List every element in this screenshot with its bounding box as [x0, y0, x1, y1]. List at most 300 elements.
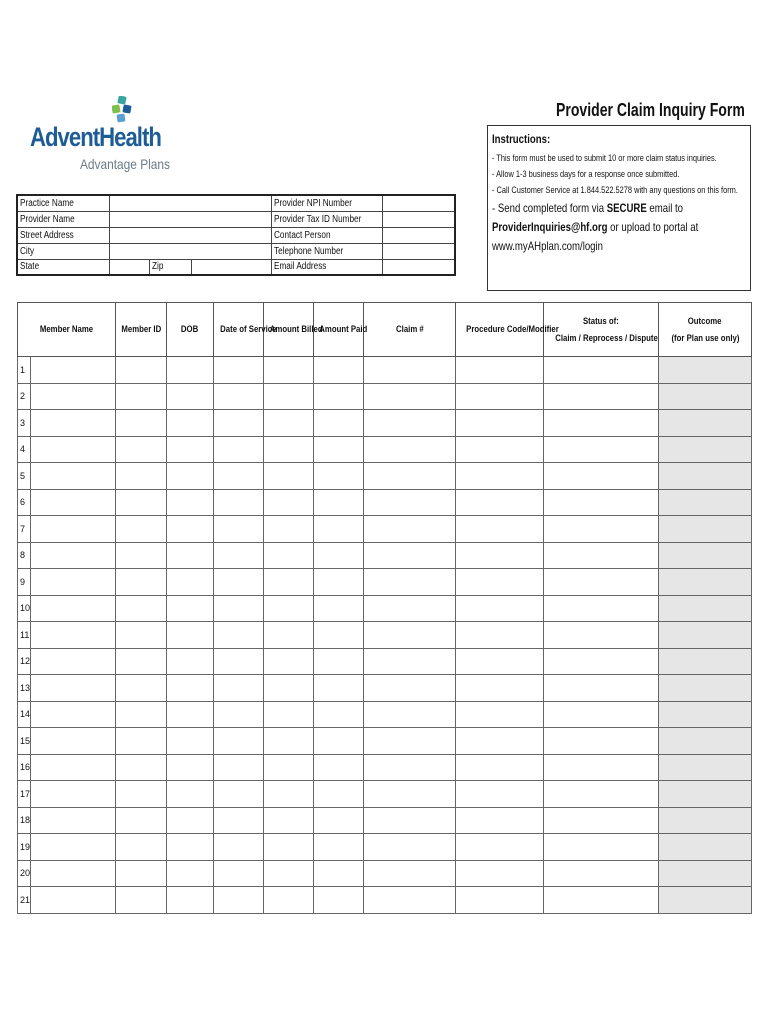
member-name-cell[interactable]	[31, 595, 116, 622]
advent-health-logo	[30, 96, 180, 176]
row-number: 11	[18, 622, 31, 649]
member-name-cell[interactable]	[31, 807, 116, 834]
table-row	[18, 516, 752, 543]
amount-billed-cell[interactable]	[264, 436, 314, 463]
member-name-cell[interactable]	[31, 860, 116, 887]
procedure-code-cell[interactable]	[456, 754, 544, 781]
member-id-cell[interactable]	[116, 622, 167, 649]
member-id-cell[interactable]	[116, 675, 167, 702]
instruction-emphasis: SECURE	[606, 201, 647, 215]
procedure-code-cell[interactable]	[456, 463, 544, 490]
procedure-code-cell[interactable]	[456, 807, 544, 834]
claims-header-row	[18, 303, 752, 357]
dob-cell[interactable]	[167, 569, 214, 596]
provider-info-row	[17, 259, 455, 275]
dob-cell[interactable]	[167, 595, 214, 622]
street-address-label: Street Address	[17, 227, 109, 243]
provider-npi-field[interactable]	[383, 195, 455, 211]
date-of-service-cell[interactable]	[214, 436, 264, 463]
date-of-service-cell[interactable]	[214, 622, 264, 649]
row-number: 18	[18, 807, 31, 834]
member-name-cell[interactable]	[31, 463, 116, 490]
table-row	[18, 489, 752, 516]
amount-billed-cell[interactable]	[264, 860, 314, 887]
outcome-cell	[659, 542, 752, 569]
amount-billed-cell[interactable]	[264, 410, 314, 437]
member-name-cell[interactable]	[31, 357, 116, 384]
date-of-service-header: Date of Service	[214, 303, 264, 357]
member-name-cell[interactable]	[31, 436, 116, 463]
outcome-header	[659, 303, 752, 357]
procedure-code-cell[interactable]	[456, 728, 544, 755]
city-label: City	[17, 243, 109, 259]
member-id-cell[interactable]	[116, 701, 167, 728]
dob-cell[interactable]	[167, 754, 214, 781]
date-of-service-cell[interactable]	[214, 701, 264, 728]
instruction-text: email to	[646, 201, 684, 215]
amount-billed-cell[interactable]	[264, 834, 314, 861]
row-number: 19	[18, 834, 31, 861]
status-cell[interactable]	[544, 622, 659, 649]
outcome-cell	[659, 516, 752, 543]
date-of-service-cell[interactable]	[214, 754, 264, 781]
amount-billed-cell[interactable]	[264, 383, 314, 410]
status-cell[interactable]	[544, 754, 659, 781]
zip-field[interactable]	[191, 259, 271, 275]
member-id-cell[interactable]	[116, 410, 167, 437]
dob-cell[interactable]	[167, 860, 214, 887]
outcome-cell	[659, 436, 752, 463]
amount-billed-cell[interactable]	[264, 781, 314, 808]
claim-number-cell[interactable]	[364, 887, 456, 914]
provider-name-field[interactable]	[109, 211, 271, 227]
member-id-cell[interactable]	[116, 595, 167, 622]
claim-number-cell[interactable]	[364, 569, 456, 596]
dob-cell[interactable]	[167, 357, 214, 384]
claim-number-cell[interactable]	[364, 860, 456, 887]
status-cell[interactable]	[544, 728, 659, 755]
outcome-cell	[659, 489, 752, 516]
member-id-cell[interactable]	[116, 489, 167, 516]
status-cell[interactable]	[544, 569, 659, 596]
status-cell[interactable]	[544, 410, 659, 437]
row-number: 20	[18, 860, 31, 887]
procedure-code-cell[interactable]	[456, 410, 544, 437]
amount-paid-cell[interactable]	[314, 383, 364, 410]
status-cell[interactable]	[544, 781, 659, 808]
amount-paid-header: Amount Paid	[314, 303, 364, 357]
row-number: 8	[18, 542, 31, 569]
amount-billed-cell[interactable]	[264, 622, 314, 649]
date-of-service-cell[interactable]	[214, 834, 264, 861]
instruction-line	[492, 220, 698, 234]
table-row	[18, 463, 752, 490]
table-row	[18, 410, 752, 437]
status-cell[interactable]	[544, 489, 659, 516]
status-cell[interactable]	[544, 807, 659, 834]
table-row	[18, 622, 752, 649]
row-number: 9	[18, 569, 31, 596]
procedure-code-cell[interactable]	[456, 834, 544, 861]
date-of-service-cell[interactable]	[214, 648, 264, 675]
amount-paid-cell[interactable]	[314, 887, 364, 914]
amount-paid-cell[interactable]	[314, 357, 364, 384]
dob-cell[interactable]	[167, 807, 214, 834]
instruction-text: - Send completed form via	[492, 201, 607, 215]
status-cell[interactable]	[544, 595, 659, 622]
table-row	[18, 436, 752, 463]
claim-number-cell[interactable]	[364, 648, 456, 675]
status-cell[interactable]	[544, 887, 659, 914]
amount-paid-cell[interactable]	[314, 807, 364, 834]
outcome-cell	[659, 754, 752, 781]
amount-billed-cell[interactable]	[264, 648, 314, 675]
provider-info-row	[17, 243, 455, 259]
amount-billed-cell[interactable]	[264, 675, 314, 702]
instruction-line: - This form must be used to submit 10 or more claim status inquiries.	[492, 153, 717, 164]
date-of-service-cell[interactable]	[214, 569, 264, 596]
date-of-service-cell[interactable]	[214, 675, 264, 702]
table-row	[18, 675, 752, 702]
row-number: 6	[18, 489, 31, 516]
dob-cell[interactable]	[167, 542, 214, 569]
amount-billed-cell[interactable]	[264, 489, 314, 516]
table-row	[18, 383, 752, 410]
date-of-service-cell[interactable]	[214, 807, 264, 834]
amount-billed-cell[interactable]	[264, 463, 314, 490]
table-row	[18, 754, 752, 781]
procedure-code-cell[interactable]	[456, 622, 544, 649]
member-name-cell[interactable]	[31, 569, 116, 596]
dob-cell[interactable]	[167, 463, 214, 490]
member-name-cell[interactable]	[31, 383, 116, 410]
claims-table	[17, 302, 752, 914]
outcome-cell	[659, 569, 752, 596]
table-row	[18, 357, 752, 384]
date-of-service-cell[interactable]	[214, 595, 264, 622]
amount-paid-cell[interactable]	[314, 516, 364, 543]
amount-paid-cell[interactable]	[314, 622, 364, 649]
status-cell[interactable]	[544, 516, 659, 543]
date-of-service-cell[interactable]	[214, 383, 264, 410]
procedure-code-cell[interactable]	[456, 887, 544, 914]
procedure-code-cell[interactable]	[456, 675, 544, 702]
amount-billed-cell[interactable]	[264, 728, 314, 755]
status-cell[interactable]	[544, 463, 659, 490]
procedure-code-cell[interactable]	[456, 489, 544, 516]
amount-paid-cell[interactable]	[314, 489, 364, 516]
claim-number-cell[interactable]	[364, 436, 456, 463]
member-id-cell[interactable]	[116, 569, 167, 596]
date-of-service-cell[interactable]	[214, 542, 264, 569]
dob-cell[interactable]	[167, 834, 214, 861]
claim-number-cell[interactable]	[364, 542, 456, 569]
amount-billed-cell[interactable]	[264, 754, 314, 781]
member-id-cell[interactable]	[116, 516, 167, 543]
procedure-code-cell[interactable]	[456, 383, 544, 410]
outcome-cell	[659, 701, 752, 728]
amount-billed-cell[interactable]	[264, 595, 314, 622]
member-id-cell[interactable]	[116, 728, 167, 755]
dob-cell[interactable]	[167, 410, 214, 437]
member-id-cell[interactable]	[116, 834, 167, 861]
amount-paid-cell[interactable]	[314, 675, 364, 702]
telephone-field[interactable]	[383, 243, 455, 259]
practice-name-field[interactable]	[109, 195, 271, 211]
member-id-header: Member ID	[116, 303, 167, 357]
date-of-service-cell[interactable]	[214, 887, 264, 914]
status-header-line: Claim / Reprocess / Dispute	[555, 332, 658, 344]
member-id-cell[interactable]	[116, 807, 167, 834]
procedure-code-cell[interactable]	[456, 542, 544, 569]
claim-number-cell[interactable]	[364, 781, 456, 808]
status-cell[interactable]	[544, 834, 659, 861]
city-field[interactable]	[109, 243, 271, 259]
dob-cell[interactable]	[167, 728, 214, 755]
outcome-cell	[659, 622, 752, 649]
dob-cell[interactable]	[167, 675, 214, 702]
amount-billed-cell[interactable]	[264, 701, 314, 728]
instruction-line: - Call Customer Service at 1.844.522.5278 with any questions on this form.	[492, 185, 738, 196]
provider-npi-label: Provider NPI Number	[271, 195, 383, 211]
outcome-cell	[659, 834, 752, 861]
amount-billed-cell[interactable]	[264, 542, 314, 569]
dob-cell[interactable]	[167, 887, 214, 914]
amount-billed-cell[interactable]	[264, 357, 314, 384]
member-id-cell[interactable]	[116, 542, 167, 569]
procedure-code-cell[interactable]	[456, 648, 544, 675]
member-name-cell[interactable]	[31, 887, 116, 914]
status-cell[interactable]	[544, 701, 659, 728]
member-name-cell[interactable]	[31, 834, 116, 861]
outcome-cell	[659, 357, 752, 384]
table-row	[18, 595, 752, 622]
member-name-cell[interactable]	[31, 781, 116, 808]
practice-name-label: Practice Name	[17, 195, 109, 211]
row-number: 15	[18, 728, 31, 755]
row-number: 1	[18, 357, 31, 384]
table-row	[18, 728, 752, 755]
street-address-field[interactable]	[109, 227, 271, 243]
date-of-service-cell[interactable]	[214, 516, 264, 543]
amount-paid-cell[interactable]	[314, 542, 364, 569]
claim-number-cell[interactable]	[364, 410, 456, 437]
outcome-cell	[659, 728, 752, 755]
procedure-code-cell[interactable]	[456, 701, 544, 728]
member-name-cell[interactable]	[31, 489, 116, 516]
amount-paid-cell[interactable]	[314, 860, 364, 887]
claim-number-cell[interactable]	[364, 489, 456, 516]
member-name-cell[interactable]	[31, 648, 116, 675]
member-name-cell[interactable]	[31, 701, 116, 728]
instruction-portal-link[interactable]: www.myAHplan.com/login	[492, 239, 603, 253]
claim-number-cell[interactable]	[364, 622, 456, 649]
status-header-line: Status of:	[583, 315, 619, 327]
row-number: 21	[18, 887, 31, 914]
outcome-header-line: (for Plan use only)	[671, 332, 739, 344]
provider-info-row	[17, 227, 455, 243]
claim-number-cell[interactable]	[364, 383, 456, 410]
provider-tax-id-field[interactable]	[383, 211, 455, 227]
status-cell[interactable]	[544, 542, 659, 569]
logo-sub-text: Advantage Plans	[80, 156, 170, 172]
date-of-service-cell[interactable]	[214, 489, 264, 516]
dob-cell[interactable]	[167, 648, 214, 675]
procedure-code-cell[interactable]	[456, 357, 544, 384]
row-number: 2	[18, 383, 31, 410]
row-number: 17	[18, 781, 31, 808]
member-id-cell[interactable]	[116, 754, 167, 781]
dob-cell[interactable]	[167, 489, 214, 516]
claim-number-cell[interactable]	[364, 701, 456, 728]
amount-paid-cell[interactable]	[314, 728, 364, 755]
member-name-cell[interactable]	[31, 622, 116, 649]
member-id-cell[interactable]	[116, 383, 167, 410]
email-field[interactable]	[383, 259, 455, 275]
outcome-cell	[659, 887, 752, 914]
row-number: 12	[18, 648, 31, 675]
member-name-cell[interactable]	[31, 516, 116, 543]
member-id-cell[interactable]	[116, 648, 167, 675]
claim-number-cell[interactable]	[364, 754, 456, 781]
claim-number-cell[interactable]	[364, 595, 456, 622]
date-of-service-cell[interactable]	[214, 463, 264, 490]
instruction-text: or upload to portal at	[607, 220, 699, 234]
dob-cell[interactable]	[167, 436, 214, 463]
outcome-cell	[659, 860, 752, 887]
amount-billed-cell[interactable]	[264, 516, 314, 543]
instructions-box	[487, 125, 751, 291]
member-name-cell[interactable]	[31, 728, 116, 755]
amount-billed-cell[interactable]	[264, 807, 314, 834]
row-number: 14	[18, 701, 31, 728]
status-cell[interactable]	[544, 357, 659, 384]
amount-paid-cell[interactable]	[314, 410, 364, 437]
provider-info-table	[16, 194, 456, 276]
amount-paid-cell[interactable]	[314, 595, 364, 622]
provider-info-row	[17, 211, 455, 227]
member-id-cell[interactable]	[116, 436, 167, 463]
date-of-service-cell[interactable]	[214, 728, 264, 755]
procedure-code-cell[interactable]	[456, 516, 544, 543]
dob-cell[interactable]	[167, 622, 214, 649]
row-number: 10	[18, 595, 31, 622]
procedure-code-cell[interactable]	[456, 595, 544, 622]
table-row	[18, 648, 752, 675]
dob-cell[interactable]	[167, 701, 214, 728]
table-row	[18, 542, 752, 569]
procedure-code-cell[interactable]	[456, 781, 544, 808]
outcome-cell	[659, 648, 752, 675]
amount-paid-cell[interactable]	[314, 834, 364, 861]
contact-person-field[interactable]	[383, 227, 455, 243]
instruction-email-link[interactable]: ProviderInquiries@hf.org	[492, 220, 608, 234]
table-row	[18, 701, 752, 728]
instructions-heading: Instructions:	[492, 132, 551, 146]
date-of-service-cell[interactable]	[214, 357, 264, 384]
claim-number-cell[interactable]	[364, 807, 456, 834]
procedure-code-header: Procedure Code/Modifier	[456, 303, 544, 357]
outcome-cell	[659, 383, 752, 410]
page-title: Provider Claim Inquiry Form	[556, 100, 745, 120]
row-number: 16	[18, 754, 31, 781]
status-cell[interactable]	[544, 383, 659, 410]
claim-number-cell[interactable]	[364, 463, 456, 490]
amount-billed-header: Amount Billed	[264, 303, 314, 357]
member-id-cell[interactable]	[116, 357, 167, 384]
status-cell[interactable]	[544, 648, 659, 675]
procedure-code-cell[interactable]	[456, 569, 544, 596]
outcome-cell	[659, 595, 752, 622]
procedure-code-cell[interactable]	[456, 860, 544, 887]
dob-cell[interactable]	[167, 383, 214, 410]
provider-info-row	[17, 195, 455, 211]
member-id-cell[interactable]	[116, 463, 167, 490]
date-of-service-cell[interactable]	[214, 781, 264, 808]
row-number: 7	[18, 516, 31, 543]
member-id-cell[interactable]	[116, 887, 167, 914]
contact-person-label: Contact Person	[271, 227, 383, 243]
table-row	[18, 781, 752, 808]
status-header	[544, 303, 659, 357]
amount-paid-cell[interactable]	[314, 648, 364, 675]
instruction-line: - Allow 1-3 business days for a response once submitted.	[492, 169, 680, 180]
table-row	[18, 834, 752, 861]
outcome-cell	[659, 463, 752, 490]
zip-label: Zip	[150, 259, 192, 275]
dob-cell[interactable]	[167, 781, 214, 808]
outcome-cell	[659, 781, 752, 808]
claim-number-cell[interactable]	[364, 728, 456, 755]
row-number: 5	[18, 463, 31, 490]
claim-number-cell[interactable]	[364, 834, 456, 861]
date-of-service-cell[interactable]	[214, 410, 264, 437]
claim-number-cell[interactable]	[364, 675, 456, 702]
amount-billed-cell[interactable]	[264, 887, 314, 914]
amount-paid-cell[interactable]	[314, 754, 364, 781]
claim-number-cell[interactable]	[364, 516, 456, 543]
member-name-cell[interactable]	[31, 675, 116, 702]
claim-number-header: Claim #	[364, 303, 456, 357]
outcome-cell	[659, 807, 752, 834]
telephone-label: Telephone Number	[271, 243, 383, 259]
status-cell[interactable]	[544, 860, 659, 887]
member-id-cell[interactable]	[116, 860, 167, 887]
row-number: 13	[18, 675, 31, 702]
claim-number-cell[interactable]	[364, 357, 456, 384]
provider-name-label: Provider Name	[17, 211, 109, 227]
amount-paid-cell[interactable]	[314, 781, 364, 808]
dob-header: DOB	[167, 303, 214, 357]
date-of-service-cell[interactable]	[214, 860, 264, 887]
state-field[interactable]	[109, 259, 149, 275]
member-name-cell[interactable]	[31, 410, 116, 437]
status-cell[interactable]	[544, 436, 659, 463]
amount-paid-cell[interactable]	[314, 701, 364, 728]
status-cell[interactable]	[544, 675, 659, 702]
amount-billed-cell[interactable]	[264, 569, 314, 596]
table-row	[18, 887, 752, 914]
dob-cell[interactable]	[167, 516, 214, 543]
instruction-line	[492, 201, 683, 215]
procedure-code-cell[interactable]	[456, 436, 544, 463]
amount-paid-cell[interactable]	[314, 436, 364, 463]
member-name-cell[interactable]	[31, 754, 116, 781]
amount-paid-cell[interactable]	[314, 463, 364, 490]
member-name-cell[interactable]	[31, 542, 116, 569]
member-id-cell[interactable]	[116, 781, 167, 808]
amount-paid-cell[interactable]	[314, 569, 364, 596]
